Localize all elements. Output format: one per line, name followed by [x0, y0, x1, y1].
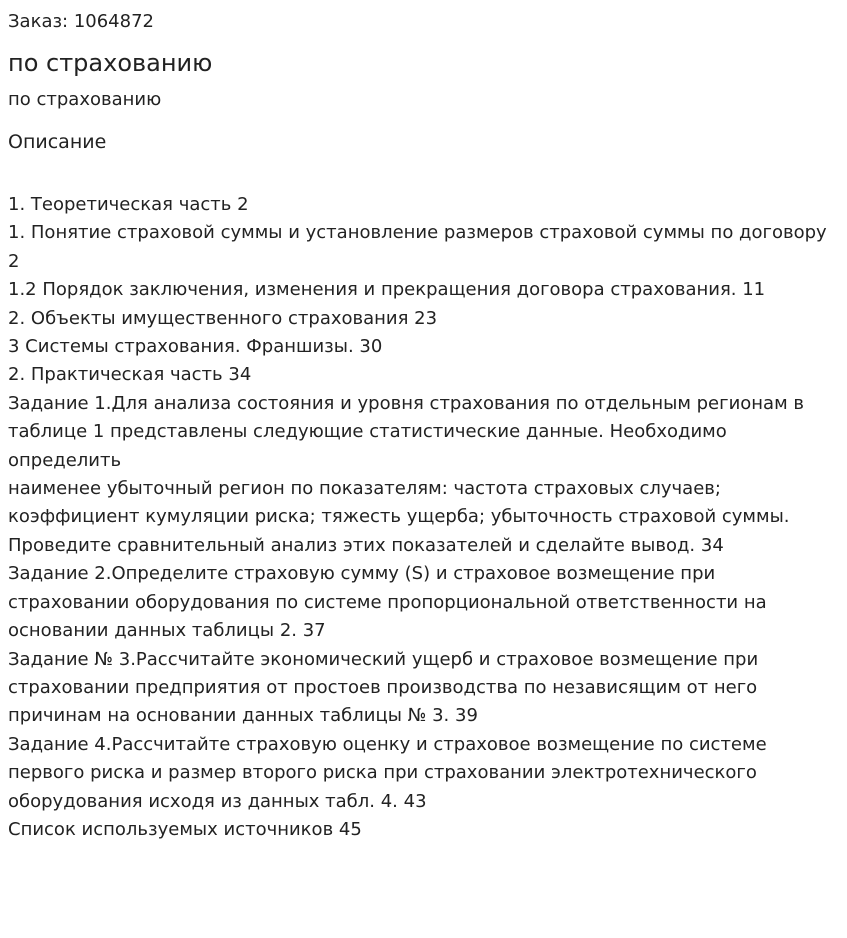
toc-item: 2. Объекты имущественного страхования 23: [8, 307, 438, 329]
page-subtitle: по страхованию: [8, 89, 162, 110]
page-title: по страхованию: [8, 49, 213, 77]
toc-item: Задание 4.Рассчитайте страховую оценку и страховое возмещение по системе первого риска и размер второго риска при страховании электротехнического оборудования исходя из данных табл. 4. 43: [8, 733, 767, 812]
toc-item: Задание 1.Для анализа состояния и уровня страхования по отдельным регионам в таблице 1 представлены следующие статистические данные. Необходимо определить: [8, 392, 804, 471]
toc-item: Список используемых источников 45: [8, 818, 362, 840]
toc-item: Задание № 3.Рассчитайте экономический ущерб и страховое возмещение при страховании предприятия от простоев производства по независящим от него причинам на основании данных таблицы № 3. 39: [8, 648, 759, 727]
toc-item: 3 Системы страхования. Франшизы. 30: [8, 336, 383, 358]
order-number: Заказ: 1064872: [8, 11, 154, 32]
toc-item: 1.2 Порядок заключения, изменения и прекращения договора страхования. 11: [8, 279, 766, 301]
toc-item: 1. Понятие страховой суммы и установление размеров страховой суммы по договору 2: [8, 222, 827, 272]
toc-item: наименее убыточный регион по показателям: частота страховых случаев; коэффициент кумуляции риска; тяжесть ущерба; убыточность страховой суммы. Проведите сравнительный анализ этих показателей и сделайте вывод. 34: [8, 478, 790, 556]
table-of-contents: [8, 191, 838, 844]
toc-item: 2. Практическая часть 34: [8, 364, 252, 386]
toc-item: 1. Теоретическая часть 2: [8, 194, 249, 215]
description-heading: Описание: [8, 131, 107, 153]
toc-item: Задание 2.Определите страховую сумму (S) и страховое возмещение при страховании оборудования по системе пропорциональной ответственности на основании данных таблицы 2. 37: [8, 563, 767, 642]
